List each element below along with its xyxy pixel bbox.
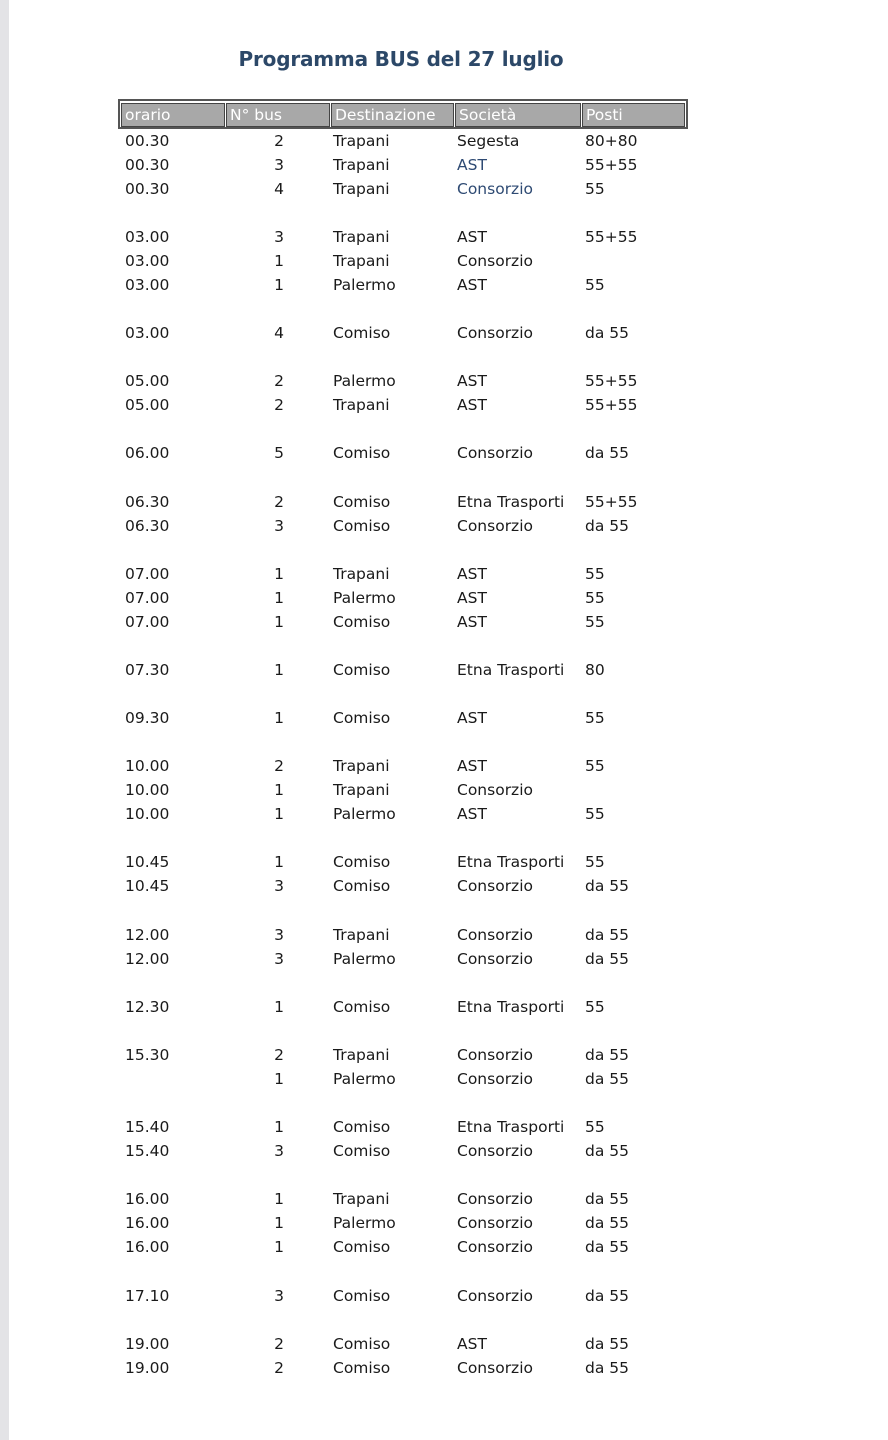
table-row [0, 1139, 888, 1163]
cell-posti: 55 [585, 1118, 605, 1136]
cell-bus: 1 [274, 1190, 284, 1208]
cell-posti: 80 [585, 661, 605, 679]
cell-destinazione: Comiso [333, 709, 391, 727]
table-row [0, 586, 888, 610]
cell-bus: 1 [274, 1238, 284, 1256]
cell-orario: 19.00 [125, 1335, 170, 1353]
cell-destinazione: Trapani [333, 252, 390, 270]
cell-posti: 55+55 [585, 396, 638, 414]
cell-destinazione: Palermo [333, 1070, 396, 1088]
cell-societa: Consorzio [457, 781, 533, 799]
cell-societa: AST [457, 613, 487, 631]
cell-posti: 55 [585, 276, 605, 294]
cell-destinazione: Comiso [333, 998, 391, 1016]
cell-societa: Consorzio [457, 1238, 533, 1256]
cell-posti: da 55 [585, 1335, 629, 1353]
cell-orario: 07.00 [125, 589, 170, 607]
cell-posti: da 55 [585, 1046, 629, 1064]
cell-bus: 5 [274, 444, 284, 462]
header-posti: Posti [582, 103, 685, 127]
cell-orario: 05.00 [125, 372, 170, 390]
cell-bus: 1 [274, 661, 284, 679]
cell-societa: AST [457, 276, 487, 294]
cell-bus: 4 [274, 324, 284, 342]
cell-societa: AST [457, 1335, 487, 1353]
cell-orario: 00.30 [125, 132, 170, 150]
cell-destinazione: Comiso [333, 444, 391, 462]
cell-societa: Consorzio [457, 877, 533, 895]
cell-societa: Etna Trasporti [457, 661, 565, 679]
cell-orario: 16.00 [125, 1190, 170, 1208]
cell-destinazione: Comiso [333, 853, 391, 871]
cell-orario: 10.00 [125, 781, 170, 799]
table-row [0, 441, 888, 465]
table-row [0, 1187, 888, 1211]
cell-bus: 3 [274, 156, 284, 174]
table-row [0, 562, 888, 586]
table-row [0, 177, 888, 201]
cell-orario: 16.00 [125, 1214, 170, 1232]
cell-bus: 2 [274, 1046, 284, 1064]
cell-bus: 2 [274, 1359, 284, 1377]
cell-orario: 12.00 [125, 926, 170, 944]
cell-posti: 80+80 [585, 132, 638, 150]
header-orario: orario [121, 103, 225, 127]
cell-destinazione: Palermo [333, 805, 396, 823]
cell-destinazione: Palermo [333, 589, 396, 607]
cell-posti: da 55 [585, 444, 629, 462]
cell-posti: 55+55 [585, 372, 638, 390]
table-row [0, 490, 888, 514]
cell-societa: Consorzio [457, 444, 533, 462]
cell-destinazione: Trapani [333, 781, 390, 799]
table-row [0, 1211, 888, 1235]
cell-orario: 00.30 [125, 180, 170, 198]
cell-orario: 12.30 [125, 998, 170, 1016]
cell-bus: 1 [274, 805, 284, 823]
cell-societa: AST [457, 757, 487, 775]
cell-destinazione: Comiso [333, 1359, 391, 1377]
cell-societa: AST [457, 805, 487, 823]
table-row [0, 874, 888, 898]
cell-destinazione: Comiso [333, 877, 391, 895]
cell-destinazione: Comiso [333, 1238, 391, 1256]
cell-bus: 1 [274, 276, 284, 294]
cell-bus: 1 [274, 589, 284, 607]
cell-bus: 3 [274, 926, 284, 944]
cell-destinazione: Comiso [333, 613, 391, 631]
cell-bus: 1 [274, 613, 284, 631]
cell-posti: 55 [585, 757, 605, 775]
cell-posti: da 55 [585, 1190, 629, 1208]
cell-societa: AST [457, 228, 487, 246]
cell-posti: da 55 [585, 877, 629, 895]
cell-orario: 03.00 [125, 228, 170, 246]
cell-societa: Consorzio [457, 1359, 533, 1377]
cell-bus: 2 [274, 757, 284, 775]
table-row [0, 1284, 888, 1308]
cell-bus: 1 [274, 1214, 284, 1232]
cell-societa: Etna Trasporti [457, 998, 565, 1016]
table-row [0, 1356, 888, 1380]
cell-destinazione: Trapani [333, 396, 390, 414]
cell-orario: 03.00 [125, 252, 170, 270]
cell-bus: 1 [274, 1118, 284, 1136]
cell-destinazione: Comiso [333, 517, 391, 535]
cell-societa: Consorzio [457, 1214, 533, 1232]
cell-societa: Consorzio [457, 950, 533, 968]
cell-bus: 3 [274, 517, 284, 535]
cell-destinazione: Trapani [333, 180, 390, 198]
cell-posti: 55 [585, 709, 605, 727]
cell-destinazione: Palermo [333, 950, 396, 968]
cell-bus: 1 [274, 709, 284, 727]
table-row [0, 995, 888, 1019]
cell-orario: 10.45 [125, 877, 170, 895]
cell-societa: AST [457, 372, 487, 390]
cell-destinazione: Trapani [333, 228, 390, 246]
cell-orario: 09.30 [125, 709, 170, 727]
table-row [0, 658, 888, 682]
cell-societa: AST [457, 589, 487, 607]
cell-societa: Consorzio [457, 1142, 533, 1160]
table-row [0, 1043, 888, 1067]
cell-orario: 10.00 [125, 757, 170, 775]
cell-destinazione: Trapani [333, 757, 390, 775]
cell-orario: 15.30 [125, 1046, 170, 1064]
cell-orario: 03.00 [125, 276, 170, 294]
cell-orario: 07.30 [125, 661, 170, 679]
cell-posti: 55+55 [585, 156, 638, 174]
cell-bus: 2 [274, 493, 284, 511]
cell-societa: AST [457, 396, 487, 414]
cell-posti: da 55 [585, 517, 629, 535]
cell-posti: da 55 [585, 324, 629, 342]
table-row [0, 923, 888, 947]
cell-orario: 05.00 [125, 396, 170, 414]
cell-bus: 2 [274, 132, 284, 150]
table-row [0, 754, 888, 778]
cell-societa: Consorzio [457, 1190, 533, 1208]
cell-posti: 55 [585, 613, 605, 631]
table-row [0, 610, 888, 634]
cell-posti: 55 [585, 805, 605, 823]
cell-orario: 07.00 [125, 565, 170, 583]
cell-societa: Etna Trasporti [457, 493, 565, 511]
cell-orario: 12.00 [125, 950, 170, 968]
cell-destinazione: Trapani [333, 926, 390, 944]
cell-destinazione: Comiso [333, 324, 391, 342]
cell-posti: 55 [585, 998, 605, 1016]
cell-orario: 16.00 [125, 1238, 170, 1256]
cell-posti: 55 [585, 853, 605, 871]
cell-posti: da 55 [585, 926, 629, 944]
cell-posti: da 55 [585, 950, 629, 968]
cell-orario: 00.30 [125, 156, 170, 174]
cell-bus: 3 [274, 950, 284, 968]
table-header [118, 99, 688, 129]
cell-orario: 10.45 [125, 853, 170, 871]
table-row [0, 153, 888, 177]
table-row [0, 850, 888, 874]
cell-orario: 06.00 [125, 444, 170, 462]
cell-orario: 06.30 [125, 517, 170, 535]
cell-destinazione: Trapani [333, 1046, 390, 1064]
cell-societa: Consorzio [457, 517, 533, 535]
table-row [0, 947, 888, 971]
cell-orario: 06.30 [125, 493, 170, 511]
table-row [0, 393, 888, 417]
cell-posti: 55 [585, 589, 605, 607]
cell-destinazione: Palermo [333, 1214, 396, 1232]
cell-bus: 1 [274, 565, 284, 583]
cell-destinazione: Comiso [333, 1118, 391, 1136]
table-row [0, 321, 888, 345]
cell-bus: 1 [274, 252, 284, 270]
table-row [0, 225, 888, 249]
cell-posti: da 55 [585, 1238, 629, 1256]
cell-bus: 3 [274, 1142, 284, 1160]
cell-posti: da 55 [585, 1070, 629, 1088]
cell-bus: 3 [274, 1287, 284, 1305]
header-societa: Società [455, 103, 581, 127]
cell-destinazione: Trapani [333, 565, 390, 583]
table-row [0, 778, 888, 802]
cell-posti: 55 [585, 565, 605, 583]
cell-posti: da 55 [585, 1214, 629, 1232]
table-row [0, 273, 888, 297]
cell-societa: AST [457, 709, 487, 727]
cell-destinazione: Comiso [333, 1335, 391, 1353]
table-row [0, 1115, 888, 1139]
cell-orario: 07.00 [125, 613, 170, 631]
cell-destinazione: Comiso [333, 1287, 391, 1305]
cell-destinazione: Comiso [333, 493, 391, 511]
cell-bus: 1 [274, 1070, 284, 1088]
table-row [0, 129, 888, 153]
table-row [0, 1067, 888, 1091]
cell-orario: 17.10 [125, 1287, 170, 1305]
cell-bus: 2 [274, 372, 284, 390]
cell-posti: 55+55 [585, 228, 638, 246]
cell-societa: Consorzio [457, 324, 533, 342]
table-row [0, 1235, 888, 1259]
cell-societa: AST [457, 156, 487, 174]
cell-destinazione: Palermo [333, 276, 396, 294]
cell-destinazione: Trapani [333, 132, 390, 150]
cell-societa: Consorzio [457, 1070, 533, 1088]
table-row [0, 802, 888, 826]
cell-posti: da 55 [585, 1359, 629, 1377]
cell-posti: 55+55 [585, 493, 638, 511]
cell-destinazione: Palermo [333, 372, 396, 390]
cell-societa: Consorzio [457, 1287, 533, 1305]
cell-bus: 3 [274, 228, 284, 246]
cell-societa: Consorzio [457, 1046, 533, 1064]
cell-orario: 19.00 [125, 1359, 170, 1377]
cell-societa: Consorzio [457, 180, 533, 198]
cell-societa: Etna Trasporti [457, 853, 565, 871]
cell-orario: 03.00 [125, 324, 170, 342]
cell-orario: 10.00 [125, 805, 170, 823]
table-row [0, 249, 888, 273]
cell-posti: da 55 [585, 1287, 629, 1305]
cell-bus: 2 [274, 1335, 284, 1353]
table-row [0, 1332, 888, 1356]
cell-societa: Consorzio [457, 926, 533, 944]
cell-destinazione: Trapani [333, 156, 390, 174]
cell-bus: 2 [274, 396, 284, 414]
cell-bus: 1 [274, 998, 284, 1016]
table-row [0, 369, 888, 393]
cell-orario: 15.40 [125, 1142, 170, 1160]
cell-destinazione: Trapani [333, 1190, 390, 1208]
header-destinazione: Destinazione [331, 103, 454, 127]
cell-societa: Consorzio [457, 252, 533, 270]
cell-orario: 15.40 [125, 1118, 170, 1136]
table-row [0, 514, 888, 538]
cell-societa: Etna Trasporti [457, 1118, 565, 1136]
cell-posti: 55 [585, 180, 605, 198]
cell-posti: da 55 [585, 1142, 629, 1160]
cell-bus: 1 [274, 781, 284, 799]
cell-bus: 3 [274, 877, 284, 895]
table-row [0, 706, 888, 730]
cell-bus: 4 [274, 180, 284, 198]
page-title: Programma BUS del 27 luglio [238, 47, 564, 71]
cell-societa: Segesta [457, 132, 520, 150]
cell-bus: 1 [274, 853, 284, 871]
cell-destinazione: Comiso [333, 1142, 391, 1160]
cell-destinazione: Comiso [333, 661, 391, 679]
header-bus: N° bus [226, 103, 330, 127]
cell-societa: AST [457, 565, 487, 583]
